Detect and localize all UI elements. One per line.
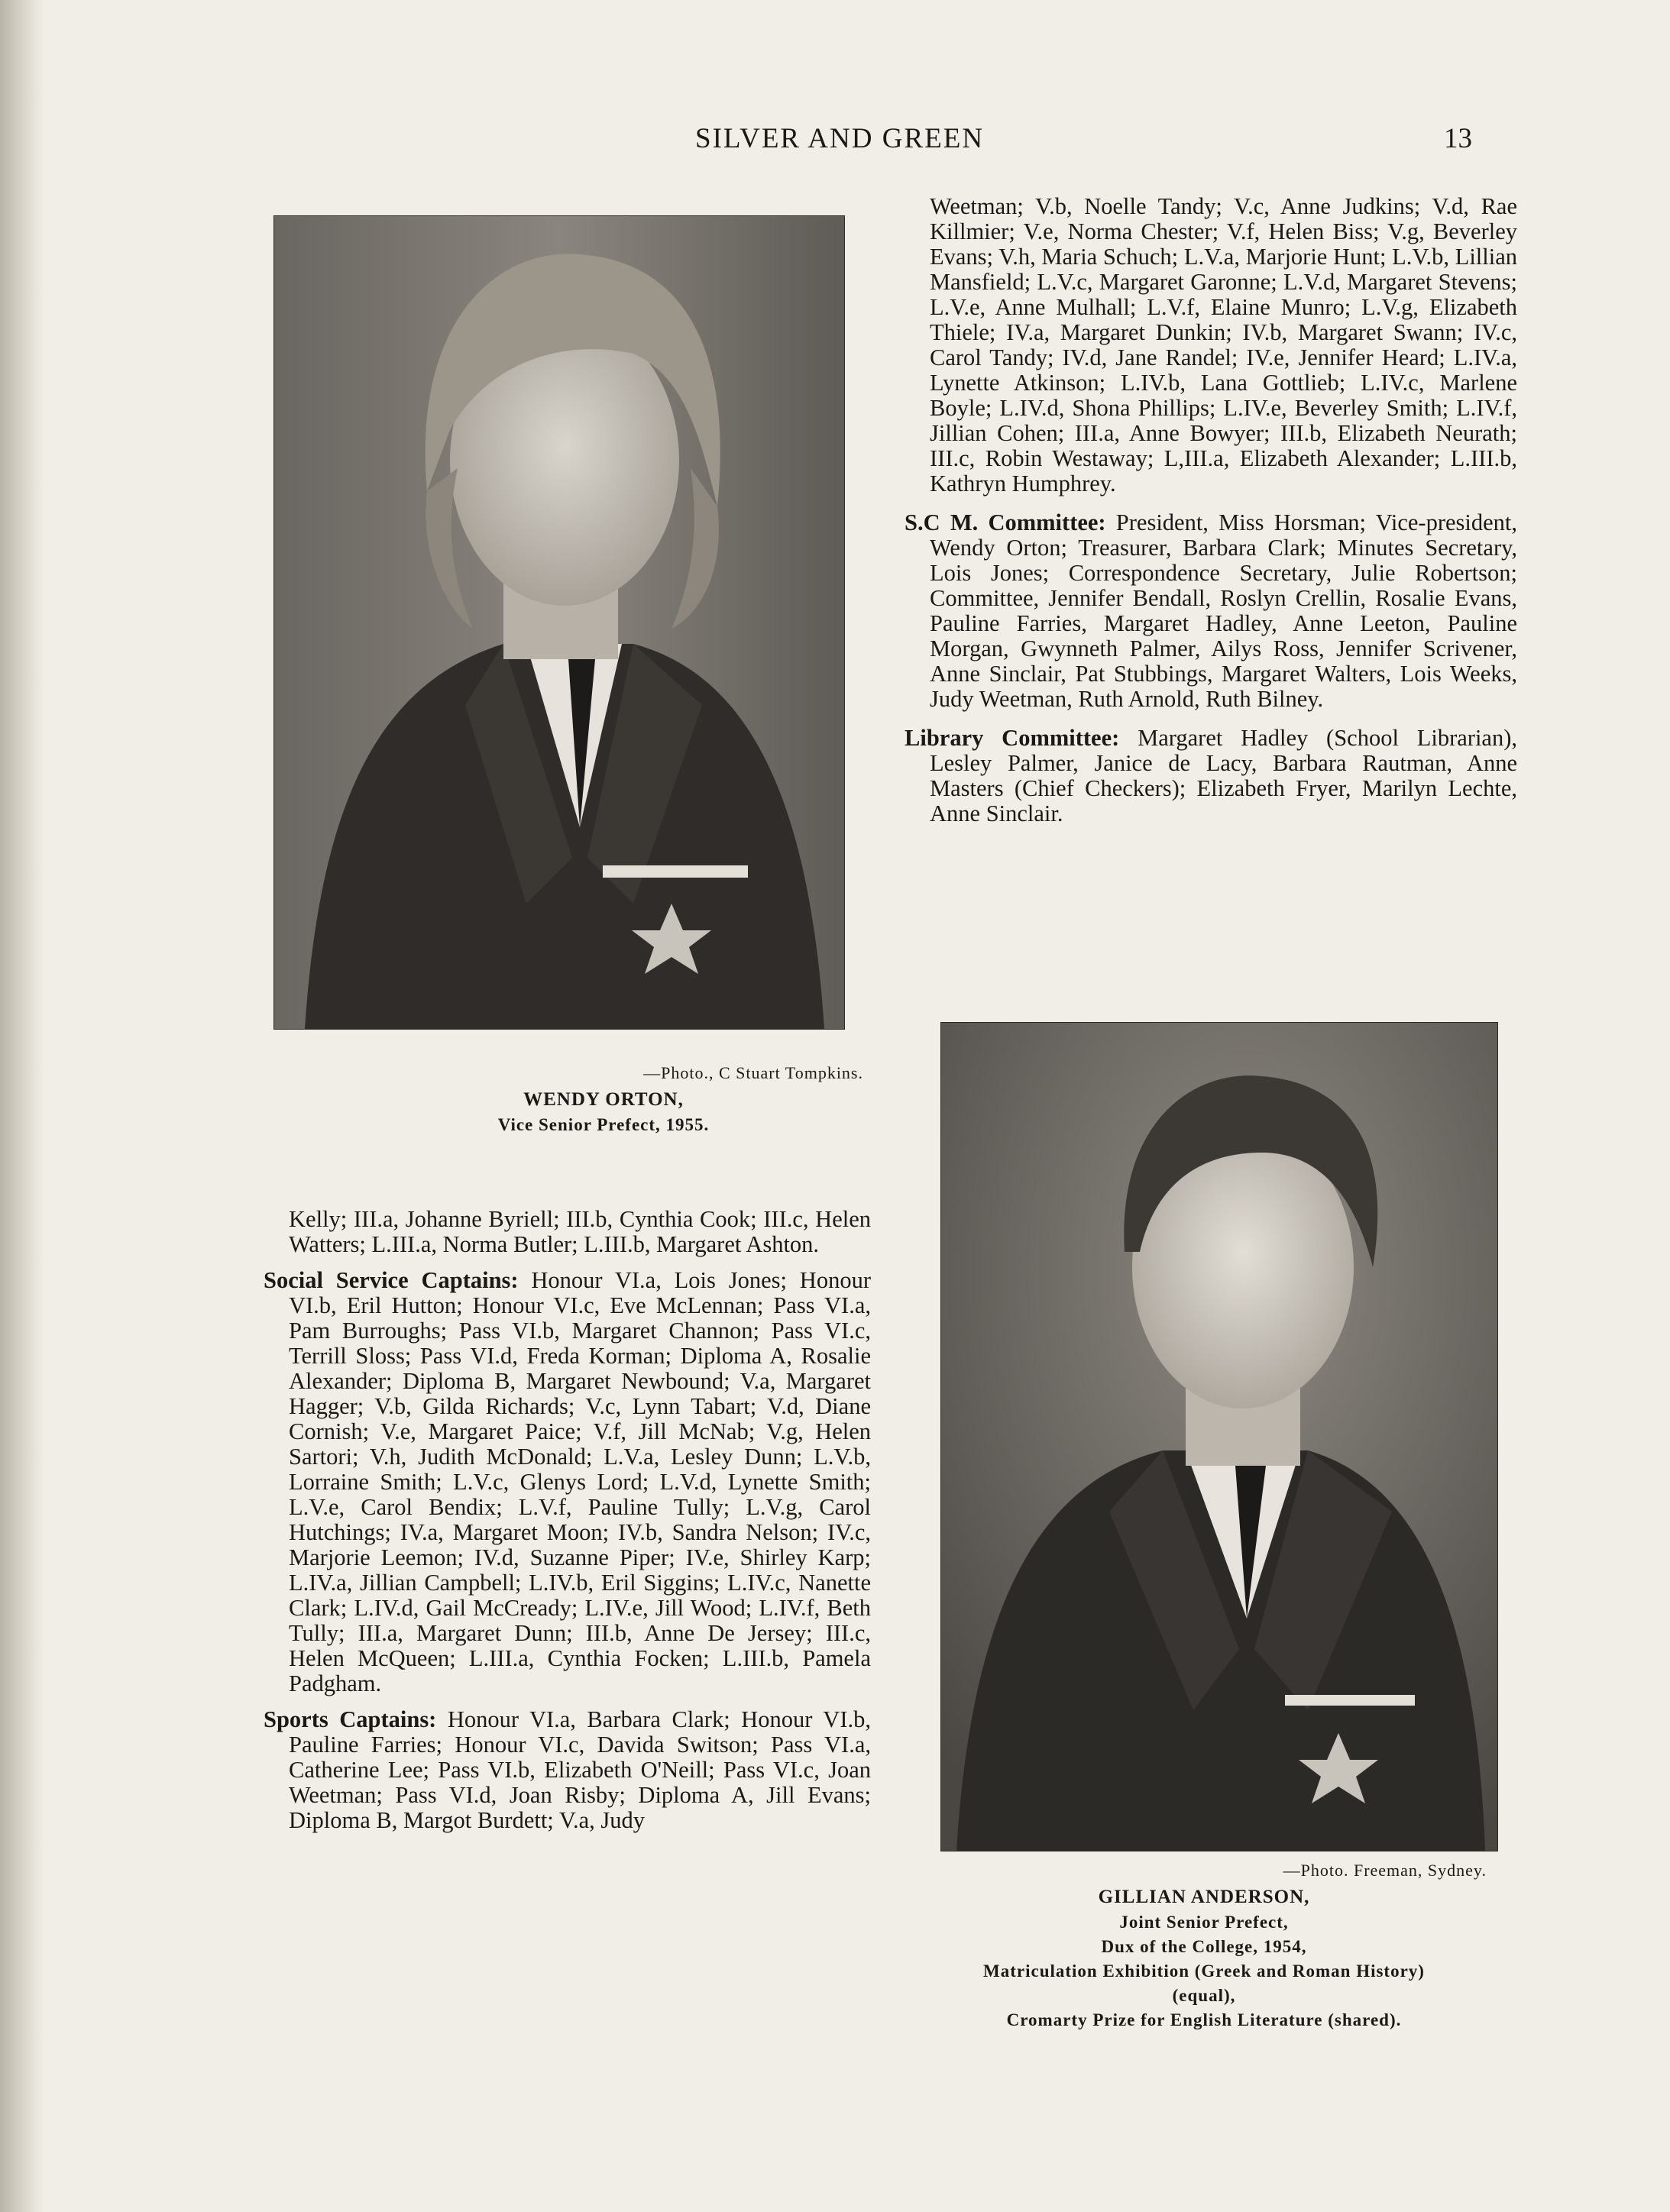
page-binding-edge xyxy=(0,0,44,2212)
library-committee-paragraph xyxy=(905,726,1517,826)
section-heading: Social Service Captains: xyxy=(264,1267,519,1293)
page-number: 13 xyxy=(1444,123,1472,154)
portrait-photo-wendy-orton xyxy=(273,215,845,1030)
caption-line: Matriculation Exhibition (Greek and Roman History) xyxy=(983,1961,1425,1981)
section-text: Margaret Hadley (School Librarian), Lesley Palmer, Janice de Lacy, Barbara Rautman, Anne Masters (Chief Checkers); Elizabeth Fryer, Marilyn Lechte, Anne Sinclair. xyxy=(930,725,1518,826)
right-text-column xyxy=(905,194,1517,840)
portrait-image xyxy=(274,216,844,1029)
section-heading: S.C M. Committee: xyxy=(905,509,1106,535)
caption-name: WENDY ORTON, xyxy=(523,1089,684,1110)
scm-committee-paragraph xyxy=(905,510,1517,712)
left-text-column xyxy=(264,1207,871,1844)
section-text: Honour VI.a, Lois Jones; Honour VI.b, Eril Hutton; Honour VI.c, Eve McLennan; Pass VI.a, Pam Burroughs; Pass VI.b, Margaret Channon; Pass VI.c, Terrill Sloss; Pass VI.d, Freda Korman; Diploma A, Rosalie Alexander; Diploma B, Margaret Newbound; V.a, Margaret Hagger; V.b, Gilda Richards; V.c, Lynn Tabart; V.d, Diane Cornish; V.e, Margaret Paice; V.f, Jill McNab; V.g, Helen Sartori; V.h, Judith McDonald; L.V.a, Lesley Dunn; L.V.b, Lorraine Smith; L.V.c, Glenys Lord; L.V.d, Lynette Smith; L.V.e, Carol Bendix; L.V.f, Pauline Tully; L.V.g, Carol Hutchings; IV.a, Margaret Moon; IV.b, Sandra Nelson; IV.c, Marjorie Leemon; IV.d, Suzanne Piper; IV.e, Shirley Karp; L.IV.a, Jillian Campbell; L.IV.b, Eril Siggins; L.IV.c, Nanette Clark; L.IV.d, Gail McCready; L.IV.e, Jill Wood; L.IV.f, Beth Tully; III.a, Margaret Dunn; III.b, Anne De Jersey; III.c, Helen McQueen; L.III.a, Cynthia Focken; L.III.b, Pamela Padgham. xyxy=(289,1267,871,1696)
caption-line: Dux of the College, 1954, xyxy=(1101,1937,1307,1956)
portrait-image xyxy=(941,1023,1497,1851)
section-text: Honour VI.a, Barbara Clark; Honour VI.b, Pauline Farries; Honour VI.c, Davida Switson; Pass VI.a, Catherine Lee; Pass VI.b, Elizabeth O'Neill; Pass VI.c, Joan Weetman; Pass VI.d, Joan Risby; Diploma A, Jill Evans; Diploma B, Margot Burdett; V.a, Judy xyxy=(289,1706,871,1833)
caption-line: (equal), xyxy=(1172,1986,1236,2005)
photo-credit: —Photo. Freeman, Sydney. xyxy=(1283,1861,1487,1880)
caption-gillian-anderson xyxy=(914,1861,1494,2030)
continued-paragraph: Kelly; III.a, Johanne Byriell; III.b, Cynthia Cook; III.c, Helen Watters; L.III.a, Norma Butler; L.III.b, Margaret Ashton. xyxy=(289,1206,871,1257)
running-head: SILVER AND GREEN xyxy=(695,123,985,154)
caption-line: Cromarty Prize for English Literature (shared). xyxy=(1006,2010,1402,2029)
portrait-photo-gillian-anderson xyxy=(940,1022,1498,1851)
section-heading: Library Committee: xyxy=(905,725,1120,751)
section-text: President, Miss Horsman; Vice-president, Wendy Orton; Treasurer, Barbara Clark; Minutes Secretary, Lois Jones; Correspondence Secretary, Julie Robertson; Committee, Jennifer Bendall, Roslyn Crellin, Rosalie Evans, Pauline Farries, Margaret Hadley, Anne Leeton, Pauline Morgan, Gwynneth Palmer, Ailys Ross, Jennifer Scrivener, Anne Sinclair, Pat Stubbings, Margaret Walters, Lois Weeks, Judy Weetman, Ruth Arnold, Ruth Bilney. xyxy=(930,509,1517,712)
photo-credit: —Photo., C Stuart Tompkins. xyxy=(643,1063,863,1082)
sports-captains-paragraph xyxy=(264,1707,871,1833)
social-service-paragraph xyxy=(264,1268,871,1696)
caption-wendy-orton xyxy=(328,1063,879,1135)
caption-line: Joint Senior Prefect, xyxy=(1119,1913,1289,1932)
section-heading: Sports Captains: xyxy=(264,1706,437,1732)
caption-name: GILLIAN ANDERSON, xyxy=(1098,1887,1310,1907)
continued-paragraph: Weetman; V.b, Noelle Tandy; V.c, Anne Judkins; V.d, Rae Killmier; V.e, Norma Chester; V.f, Helen Biss; V.g, Beverley Evans; V.h, Maria Schuch; L.V.a, Marjorie Hunt; L.V.b, Lillian Mansfield; L.V.c, Margaret Garonne; L.V.d, Margaret Stevens; L.V.e, Anne Mulhall; L.V.f, Elaine Munro; L.V.g, Elizabeth Thiele; IV.a, Margaret Dunkin; IV.b, Margaret Swann; IV.c, Carol Tandy; IV.d, Jane Randel; IV.e, Jennifer Heard; L.IV.a, Lynette Atkinson; L.IV.b, Lana Gottlieb; L.IV.c, Marlene Boyle; L.IV.d, Shona Phillips; L.IV.e, Beverley Smith; L.IV.f, Jillian Cohen; III.a, Anne Bowyer; III.b, Elizabeth Neurath; III.c, Robin Westaway; L,III.a, Elizabeth Alexander; L.III.b, Kathryn Humphrey. xyxy=(930,193,1517,496)
caption-line: Vice Senior Prefect, 1955. xyxy=(497,1115,710,1134)
